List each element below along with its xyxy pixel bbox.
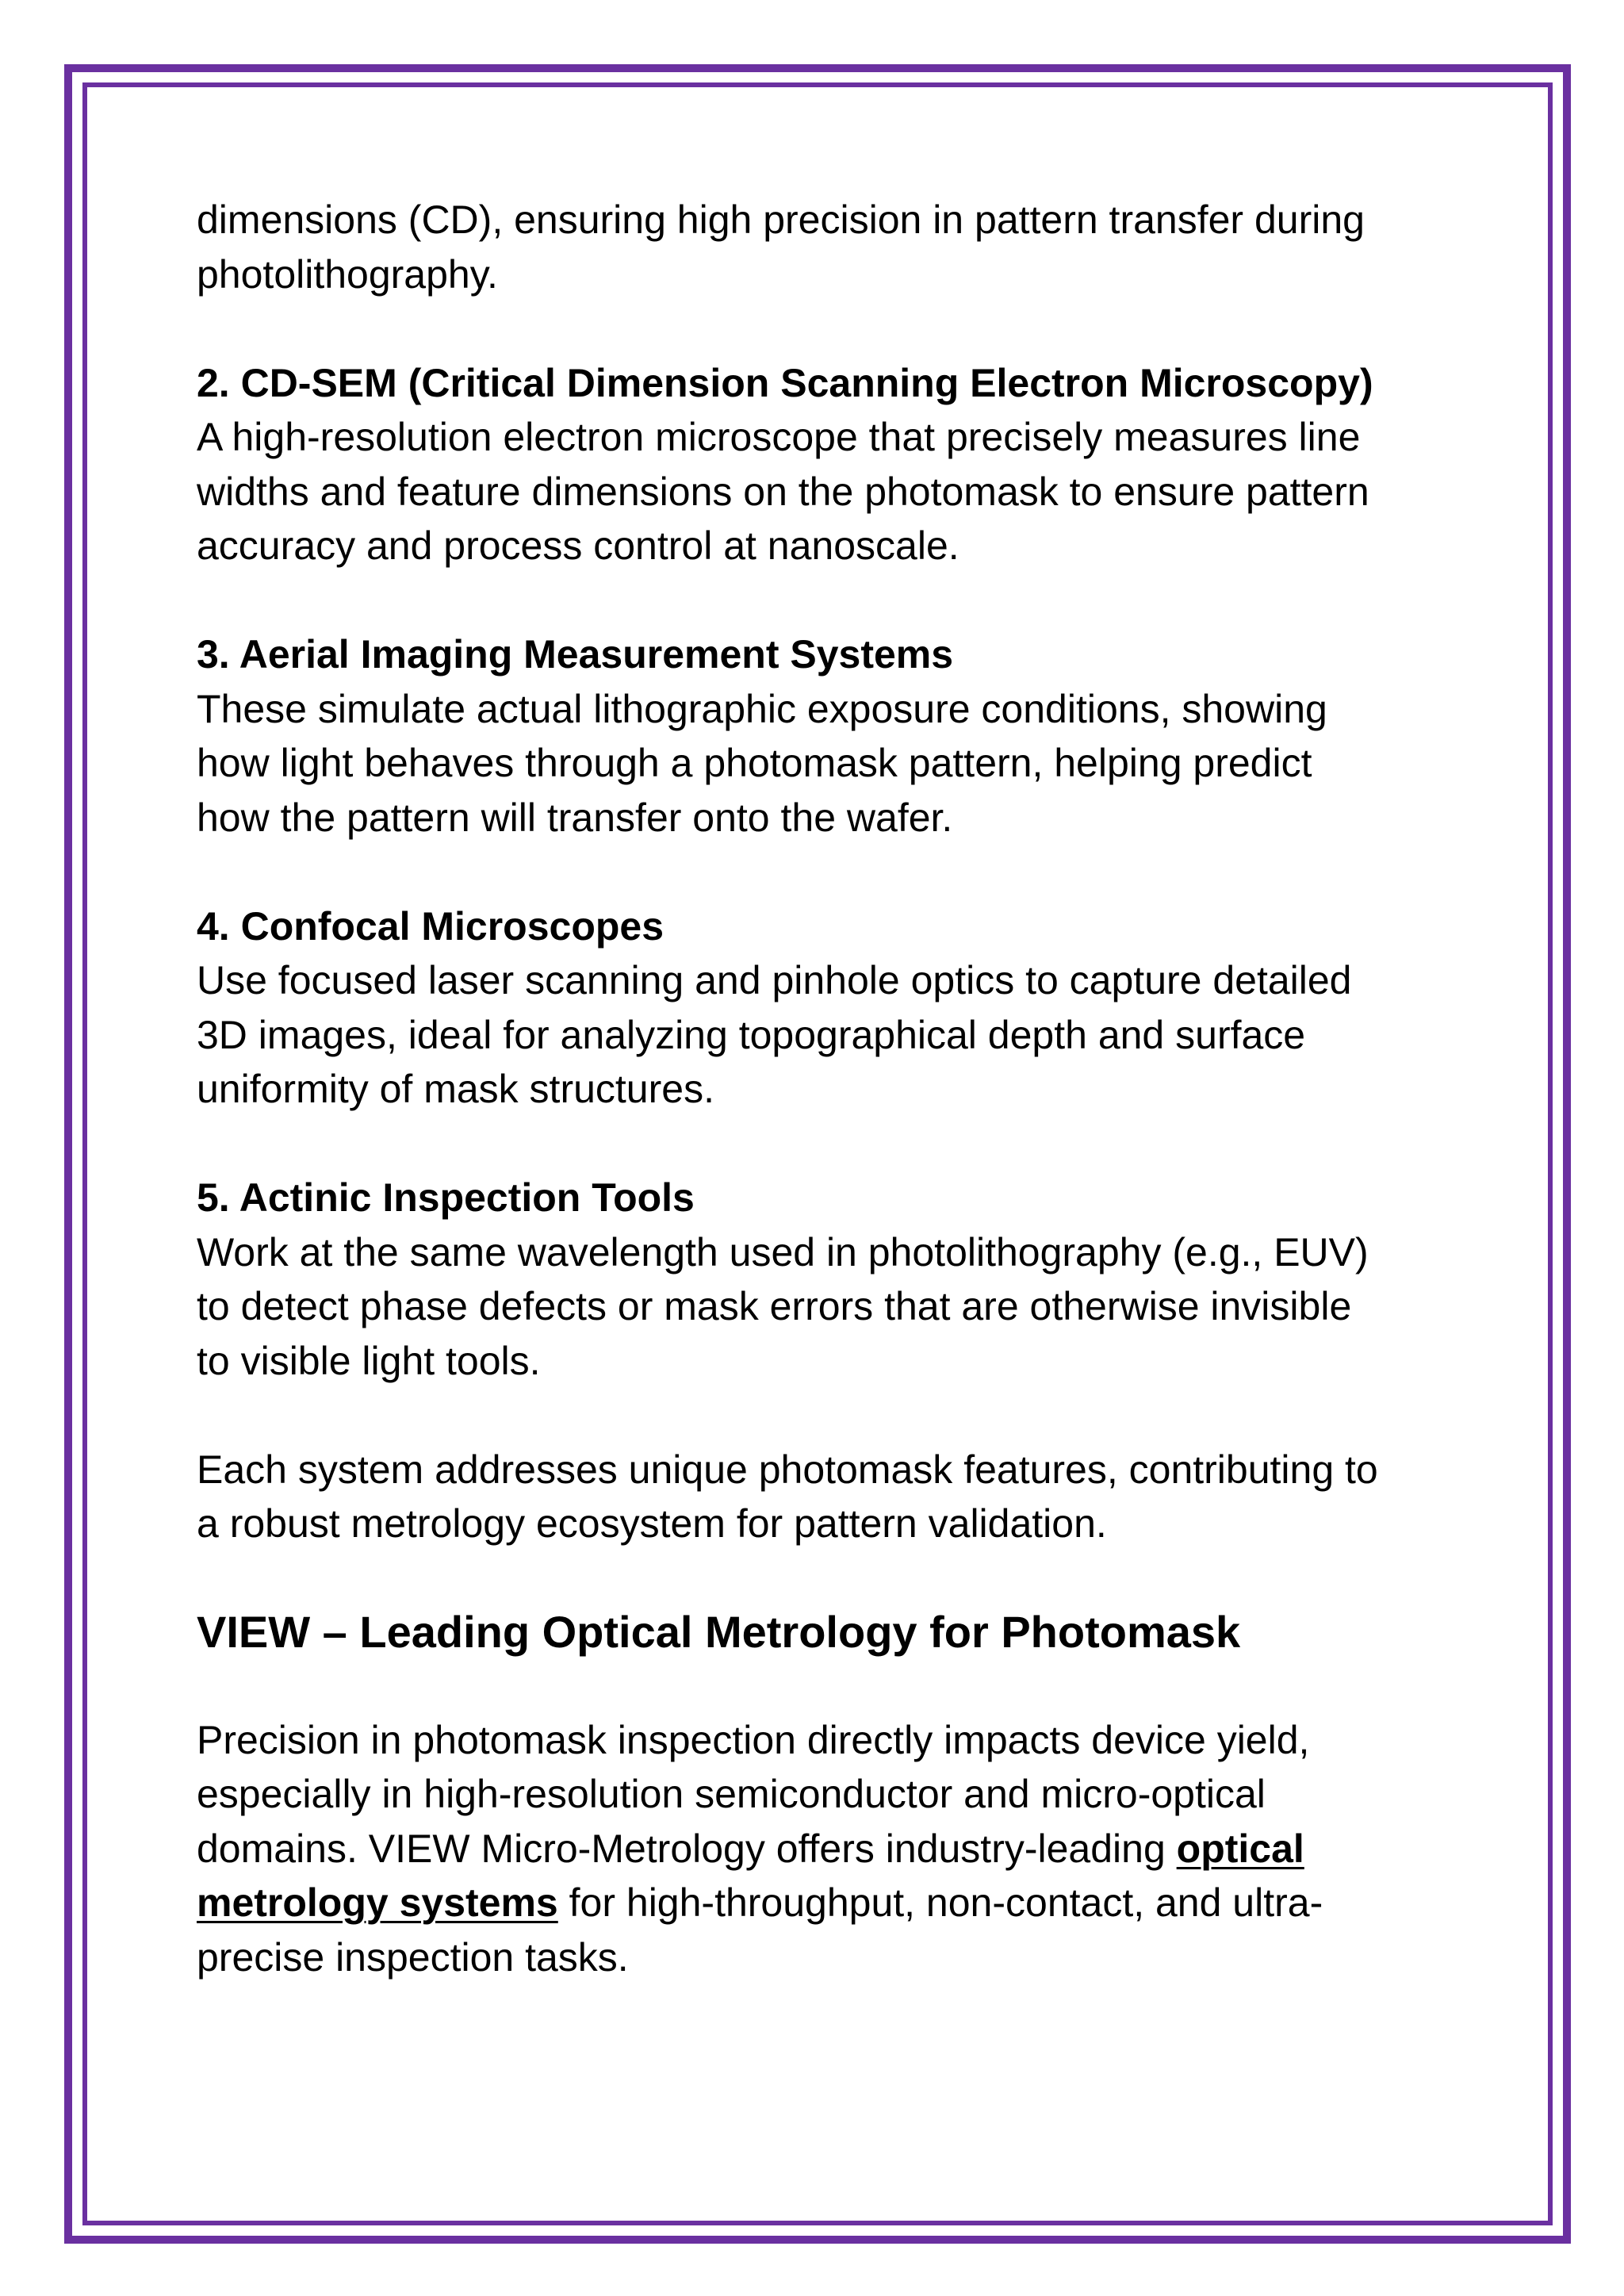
view-line (197, 1876, 1434, 1930)
intro-line: dimensions (CD), ensuring high precision in pattern transfer during (197, 197, 1365, 242)
section-heading: 4. Confocal Microscopes (197, 903, 665, 949)
section-body (197, 1225, 1434, 1389)
section-confocal (197, 899, 1434, 1117)
view-text: for high-throughput, non-contact, and ultra- (557, 1880, 1323, 1925)
section-actinic (197, 1171, 1434, 1388)
body-line: widths and feature dimensions on the photomask to ensure pattern (197, 469, 1369, 514)
section-body (197, 410, 1434, 573)
body-line: These simulate actual lithographic exposure conditions, showing (197, 686, 1327, 731)
body-line: 3D images, ideal for analyzing topographical depth and surface (197, 1012, 1306, 1057)
intro-paragraph (197, 193, 1434, 301)
body-line: A high-resolution electron microscope that precisely measures line (197, 415, 1361, 459)
view-line: Precision in photomask inspection directly impacts device yield, (197, 1717, 1310, 1762)
section-title-view: VIEW – Leading Optical Metrology for Photomask (197, 1606, 1241, 1657)
section-heading: 3. Aerial Imaging Measurement Systems (197, 632, 954, 677)
section-body (197, 953, 1434, 1117)
summary-paragraph (197, 1443, 1434, 1551)
summary-line: Each system addresses unique photomask features, contributing to (197, 1447, 1378, 1492)
section-body (197, 682, 1434, 845)
view-line (197, 1822, 1434, 1876)
intro-line: photolithography. (197, 251, 498, 297)
body-line: to visible light tools. (197, 1338, 541, 1383)
body-line: accuracy and process control at nanoscale. (197, 523, 959, 568)
body-line: to detect phase defects or mask errors that are otherwise invisible (197, 1284, 1352, 1328)
section-heading: 2. CD-SEM (Critical Dimension Scanning Electron Microscopy) (197, 360, 1373, 405)
body-line: uniformity of mask structures. (197, 1067, 714, 1111)
optical-metrology-link[interactable]: optical (1176, 1826, 1304, 1871)
view-text: domains. VIEW Micro-Metrology offers industry-leading (197, 1826, 1177, 1871)
document-body (197, 193, 1434, 1984)
body-line: Use focused laser scanning and pinhole optics to capture detailed (197, 958, 1352, 1002)
body-line: Work at the same wavelength used in photolithography (e.g., EUV) (197, 1229, 1369, 1274)
view-line: especially in high-resolution semiconductor and micro-optical (197, 1772, 1266, 1816)
summary-line: a robust metrology ecosystem for pattern validation. (197, 1501, 1107, 1546)
section-heading: 5. Actinic Inspection Tools (197, 1175, 695, 1220)
body-line: how the pattern will transfer onto the wafer. (197, 795, 953, 840)
section-cd-sem (197, 356, 1434, 573)
optical-metrology-link[interactable]: metrology systems (197, 1880, 558, 1925)
view-line: precise inspection tasks. (197, 1934, 629, 1980)
section-aerial-imaging (197, 627, 1434, 845)
body-line: how light behaves through a photomask pattern, helping predict (197, 741, 1312, 785)
view-paragraph (197, 1713, 1434, 1985)
